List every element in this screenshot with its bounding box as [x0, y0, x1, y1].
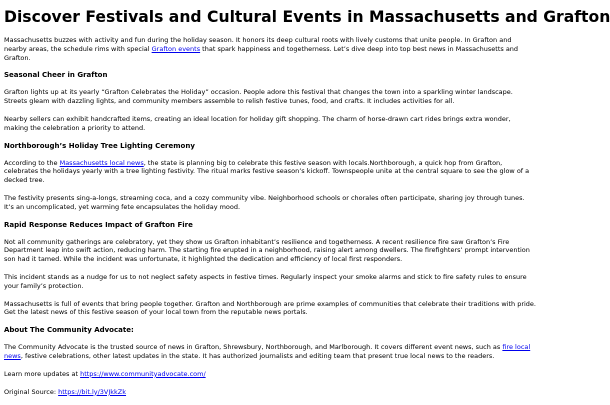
about-paragraph: [4, 343, 536, 361]
seasonal-cheer-paragraph-1: Grafton lights up at its yearly “Grafton Celebrates the Holiday” occasion. People adore this festival that changes the town into a sparkling winter landscape. Streets gleam with dazzling lights, and community members assemble to relish festive tunes, food, and crafts. It includes activities for all.: [4, 88, 513, 106]
original-source-label: Original Source:: [4, 387, 59, 396]
fire-local-news-link[interactable]: fire local news: [4, 343, 531, 360]
original-source-link[interactable]: https://bit.ly/3VJkkZk: [58, 387, 127, 396]
grafton-fire-paragraph-2: This incident stands as a nudge for us to not neglect safety aspects in festive times. Regularly inspect your smoke alarms and stick to fire safety rules to ensure your family’s protection.: [4, 272, 527, 290]
intro-paragraph: [4, 36, 536, 62]
grafton-fire-paragraph-3: Massachusetts is full of events that bring people together. Grafton and Northborough are prime examples of communities that celebrate their traditions with pride. Get the latest news of this festive season of your local town from the reputable news portals.: [4, 299, 536, 317]
page-title: Discover Festivals and Cultural Events in Massachusetts and Grafton: [4, 8, 610, 26]
about-text-after: , festive celebrations, other latest updates in the state. It has authorized journalists and editing team that present true local news to the readers.: [20, 351, 495, 360]
section-heading-grafton-fire: Rapid Response Reduces Impact of Grafton Fire: [4, 220, 193, 229]
learn-more-label: Learn more updates at: [4, 369, 81, 378]
grafton-fire-paragraph-1: Not all community gatherings are celebratory, yet they show us Grafton inhabitant’s resilience and togetherness. A recent resilience fire saw Grafton’s Fire Department leap into swift action, reducing harm. The starting fire erupted in a neighborhood, raising alert among dwellers. The firefighters’ prompt intervention son had it tamed. While the incident was unfortunate, it highlighted the dedication and efficiency of local first responders.: [4, 237, 530, 264]
section-heading-tree-lighting: Northborough’s Holiday Tree Lighting Ceremony: [4, 141, 195, 150]
intro-text-before: Massachusetts buzzes with activity and fun during the holiday season. It honors its deep cultural roots with lively customs that unite people. In Grafton and nearby areas, the schedule rims with special: [4, 36, 512, 53]
learn-more-paragraph: [4, 370, 536, 379]
community-advocate-link[interactable]: https://www.communityadvocate.com/: [80, 369, 206, 378]
intro-text-after: that spark happiness and togetherness. Let’s dive deep into top best news in Massachusetts and Grafton.: [4, 44, 519, 62]
tree-lighting-paragraph-1: [4, 159, 536, 185]
tree-lighting-text-after: , the state is planning big to celebrate this festive season with locals.Northborough, a quick hop from Grafton, celebrates the holidays yearly with a tree lighting festivity. The ritual marks festive season’s kickoff. Townspeople unite at the central square to see the glow of a decked tree.: [4, 158, 530, 185]
tree-lighting-paragraph-2: The festivity presents sing-a-longs, streaming coca, and a cozy community vibe. Neighborhood schools or chorales often participate, sharing joy through tunes. It’s an uncomplicated, yet warming fete encapsulates the holiday mood.: [4, 193, 525, 211]
section-heading-seasonal-cheer: Seasonal Cheer in Grafton: [4, 71, 108, 80]
massachusetts-local-news-link[interactable]: Massachusetts local news: [59, 158, 144, 167]
tree-lighting-text-before: According to the: [4, 158, 60, 167]
grafton-events-link[interactable]: Grafton events: [151, 44, 201, 53]
section-heading-about: About The Community Advocate:: [4, 326, 134, 335]
original-source-paragraph: [4, 388, 536, 397]
about-text-before: The Community Advocate is the trusted source of news in Grafton, Shrewsbury, Northborough, and Marlborough. It covers different event news, such as: [4, 343, 503, 352]
seasonal-cheer-paragraph-2: Nearby sellers can exhibit handcrafted items, creating an ideal location for holiday gift shopping. The charm of horse-drawn cart rides brings extra wonder, making the celebration a priority to attend.: [4, 114, 511, 132]
